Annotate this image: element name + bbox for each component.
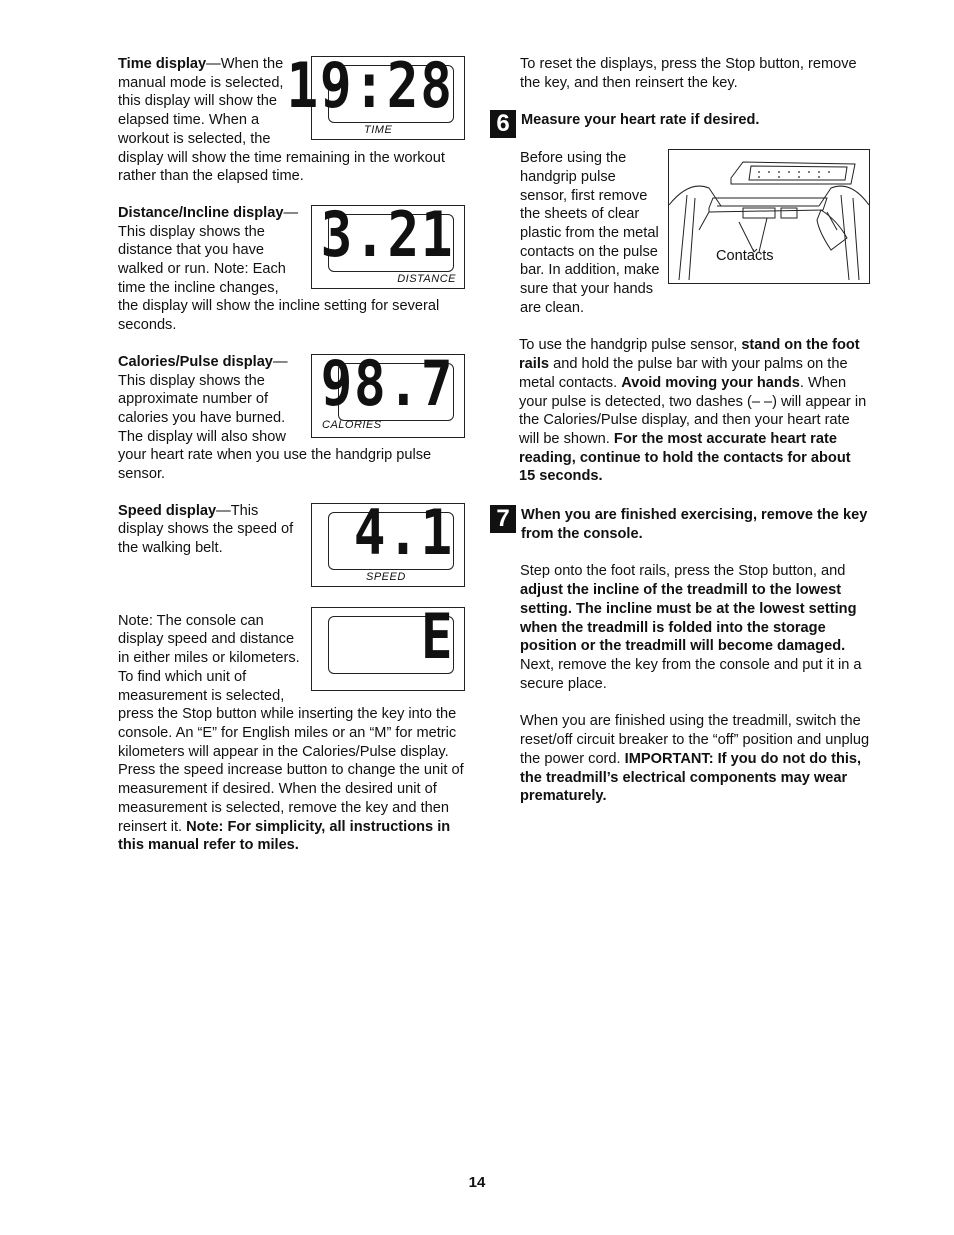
step-6-paragraph-1: Before using the handgrip pulse sensor, first remove the sheets of clear plastic from the metal contacts on the pulse bar. In addition, make sure that your hands are clean. [520,150,660,316]
left-column [118,49,465,855]
distance-lcd-figure [311,197,465,289]
time-display-text: Time display—When the manual mode is selected, this display will show the elapsed time. When a workout is selected, the display will show the time remaining in the workout rather than the elapsed time. [118,56,445,185]
step-7-paragraph-1: Step onto the foot rails, press the Stop button, and adjust the incline of the treadmill to the lowest setting. The incline must be at the lowest setting when the treadmill is folded into the storage position or the treadmill will become damaged. Next, remove the key from the console and put it in a secure place. [520,563,862,692]
page-number: 14 [468,1174,486,1191]
distance-display-text: Distance/Incline display—This display shows the distance that you have walked or run. Note: Each time the incline changes, the display will show the incline setting for several seconds. [118,204,440,334]
speed-lcd-caption: SPEED [366,570,406,583]
step-7-paragraph-2: When you are finished using the treadmill, switch the reset/off circuit breaker to the “off” position and unplug the power cord. IMPORTANT: If you do not do this, the treadmill’s electrical components may wear prematurely. [520,713,870,805]
calories-lcd-value: 98.7 [320,346,454,420]
calories-display-section [118,346,465,484]
distance-lcd-value: 3.21 [320,197,454,271]
contacts-label: Contacts [716,248,774,265]
calories-lcd-figure [311,346,465,438]
step-7-heading: When you are finished exercising, remove the key from the console. [521,507,868,542]
time-lcd-caption: TIME [364,124,393,136]
calories-lcd-caption: CALORIES [322,418,382,431]
reset-text: To reset the displays, press the Stop button, remove the key, and then reinsert the key. [520,56,857,91]
distance-display-section [118,197,465,335]
speed-display-text: Speed display—This display shows the speed of the walking belt. [118,502,294,557]
speed-display-section [118,495,465,588]
step-7 [490,506,870,806]
units-note-section [118,599,465,855]
units-note-text: Note: The console can display speed and distance in either miles or kilometers. To find which unit of measurement is selected, press the Stop button while inserting the key into the console. An “E” for English miles or an “M” for metric kilometers will appear in the Calories/Pulse display. Press the speed increase button to change the unit of measurement if desired. When the desired unit of measurement is selected, remove the key and then reinsert it. Note: For simplicity, all instructions in this manual refer to miles. [118,612,464,854]
step-7-number: 7 [490,505,516,533]
step-6-paragraph-2: To use the handgrip pulse sensor, stand on the foot rails and hold the pulse bar with your palms on the metal contacts. Avoid moving your hands. When your pulse is detected, two dashes (– –) will appear in the Calories/Pulse display, and then your heart rate will be shown. For the most accurate heart rate reading, continue to hold the contacts for about 15 seconds. [519,337,867,485]
step-6-heading: Measure your heart rate if desired. [521,112,760,129]
time-display-section [118,49,465,186]
step-6 [490,111,870,486]
speed-lcd-figure [311,495,465,587]
unit-lcd-value: E [420,599,454,673]
right-column [490,55,870,806]
speed-lcd-value: 4.1 [353,495,454,569]
unit-lcd-figure [311,599,465,691]
time-lcd-value: 19:28 [286,49,454,122]
contacts-figure [668,149,870,284]
step-6-number: 6 [490,110,516,138]
time-lcd-figure [286,49,465,140]
calories-display-text: Calories/Pulse display—This display shows the approximate number of calories you have burned. The display will also show your heart rate when you use the handgrip pulse sensor. [118,353,432,483]
distance-lcd-caption: DISTANCE [397,272,456,285]
